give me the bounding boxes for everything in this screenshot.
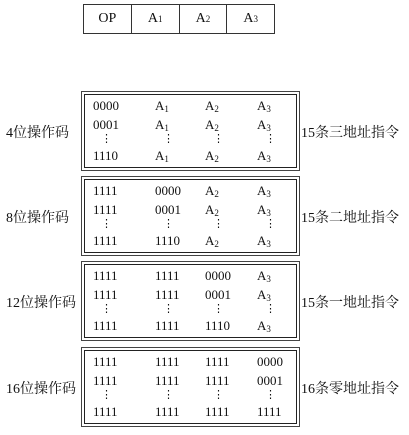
group-1-row-0-cell-0: 1111	[93, 183, 118, 198]
group-1-encoding-box	[84, 179, 297, 253]
group-1-row-1-cell-0: 1111	[93, 202, 118, 217]
group-3-opcode-length-label: 16位操作码	[6, 382, 76, 397]
group-0-instruction-count-label: 15条三地址指令	[301, 126, 399, 141]
group-1-row-0-cell-1: 0000	[155, 183, 181, 198]
group-2-ellipsis-0: ⋮	[101, 303, 112, 315]
group-3-ellipsis-2: ⋮	[213, 389, 224, 401]
group-3-row-0-cell-3: 0000	[257, 354, 283, 369]
group-2-row-0-cell-0: 1111	[93, 268, 118, 283]
group-3-row-0-cell-2: 1111	[205, 354, 230, 369]
group-0-row-2-cell-3: $A_3$	[257, 148, 271, 164]
group-2-row-1-cell-3: $A_3$	[257, 287, 271, 303]
group-0-ellipsis-3: ⋮	[265, 133, 276, 145]
group-0-row-0-cell-1: $A_1$	[155, 98, 169, 114]
group-3-encoding-box	[84, 350, 297, 424]
group-0-encoding-box	[84, 94, 297, 168]
group-2-ellipsis-3: ⋮	[265, 303, 276, 315]
group-3-row-1-cell-2: 1111	[205, 373, 230, 388]
group-3-row-2-cell-2: 1111	[205, 404, 230, 419]
group-0-row-2-cell-2: $A_2$	[205, 148, 219, 164]
group-0-opcode-length-label: 4位操作码	[6, 126, 69, 141]
group-0-ellipsis-2: ⋮	[213, 133, 224, 145]
instruction-format-header	[83, 4, 275, 34]
group-1-row-2-cell-3: $A_3$	[257, 233, 271, 249]
group-2-row-2-cell-2: 1110	[205, 318, 231, 333]
header-field-a3: A 3	[226, 5, 274, 33]
group-0-row-1-cell-0: 0001	[93, 117, 119, 132]
group-0-row-2-cell-1: $A_1$	[155, 148, 169, 164]
group-1-row-1-cell-3: $A_3$	[257, 202, 271, 218]
group-2-row-1-cell-1: 1111	[155, 287, 180, 302]
group-3-row-2-cell-1: 1111	[155, 404, 180, 419]
group-0-ellipsis-0: ⋮	[101, 133, 112, 145]
group-1-row-1-cell-1: 0001	[155, 202, 181, 217]
group-1-row-0-cell-2: $A_2$	[205, 183, 219, 199]
group-2-row-0-cell-1: 1111	[155, 268, 180, 283]
group-2-instruction-count-label: 15条一地址指令	[301, 296, 399, 311]
group-2-encoding-box	[84, 264, 297, 338]
group-2-row-0-cell-2: 0000	[205, 268, 231, 283]
group-0-row-2-cell-0: 1110	[93, 148, 119, 163]
group-0-row-1-cell-3: $A_3$	[257, 117, 271, 133]
header-field-a1: A 1	[131, 5, 179, 33]
group-2-ellipsis-2: ⋮	[213, 303, 224, 315]
group-1-ellipsis-2: ⋮	[213, 218, 224, 230]
group-3-instruction-count-label: 16条零地址指令	[301, 382, 399, 397]
group-3-row-0-cell-0: 1111	[93, 354, 118, 369]
header-field-op: OP	[98, 11, 117, 26]
group-2-row-2-cell-0: 1111	[93, 318, 118, 333]
group-1-row-2-cell-2: $A_2$	[205, 233, 219, 249]
group-3-row-1-cell-1: 1111	[155, 373, 180, 388]
group-2-opcode-length-label: 12位操作码	[6, 296, 76, 311]
group-1-ellipsis-0: ⋮	[101, 218, 112, 230]
group-3-ellipsis-3: ⋮	[265, 389, 276, 401]
group-0-ellipsis-1: ⋮	[163, 133, 174, 145]
group-2-row-1-cell-0: 1111	[93, 287, 118, 302]
group-3-ellipsis-1: ⋮	[163, 389, 174, 401]
group-3-row-2-cell-0: 1111	[93, 404, 118, 419]
group-0-row-0-cell-0: 0000	[93, 98, 119, 113]
group-0-row-0-cell-2: $A_2$	[205, 98, 219, 114]
group-0-row-0-cell-3: $A_3$	[257, 98, 271, 114]
group-1-ellipsis-1: ⋮	[163, 218, 174, 230]
group-3-row-2-cell-3: 1111	[257, 404, 282, 419]
group-2-row-2-cell-1: 1111	[155, 318, 180, 333]
group-1-row-2-cell-1: 1110	[155, 233, 181, 248]
group-3-row-1-cell-0: 1111	[93, 373, 118, 388]
group-3-row-0-cell-1: 1111	[155, 354, 180, 369]
group-2-row-0-cell-3: $A_3$	[257, 268, 271, 284]
group-1-row-2-cell-0: 1111	[93, 233, 118, 248]
group-2-row-1-cell-2: 0001	[205, 287, 231, 302]
group-1-ellipsis-3: ⋮	[265, 218, 276, 230]
group-2-ellipsis-1: ⋮	[163, 303, 174, 315]
group-2-row-2-cell-3: $A_3$	[257, 318, 271, 334]
group-0-row-1-cell-2: $A_2$	[205, 117, 219, 133]
group-1-row-1-cell-2: $A_2$	[205, 202, 219, 218]
group-1-row-0-cell-3: $A_3$	[257, 183, 271, 199]
group-3-row-1-cell-3: 0001	[257, 373, 283, 388]
group-1-instruction-count-label: 15条二地址指令	[301, 211, 399, 226]
group-3-ellipsis-0: ⋮	[101, 389, 112, 401]
group-0-row-1-cell-1: $A_1$	[155, 117, 169, 133]
header-field-a2: A 2	[179, 5, 227, 33]
group-1-opcode-length-label: 8位操作码	[6, 211, 69, 226]
